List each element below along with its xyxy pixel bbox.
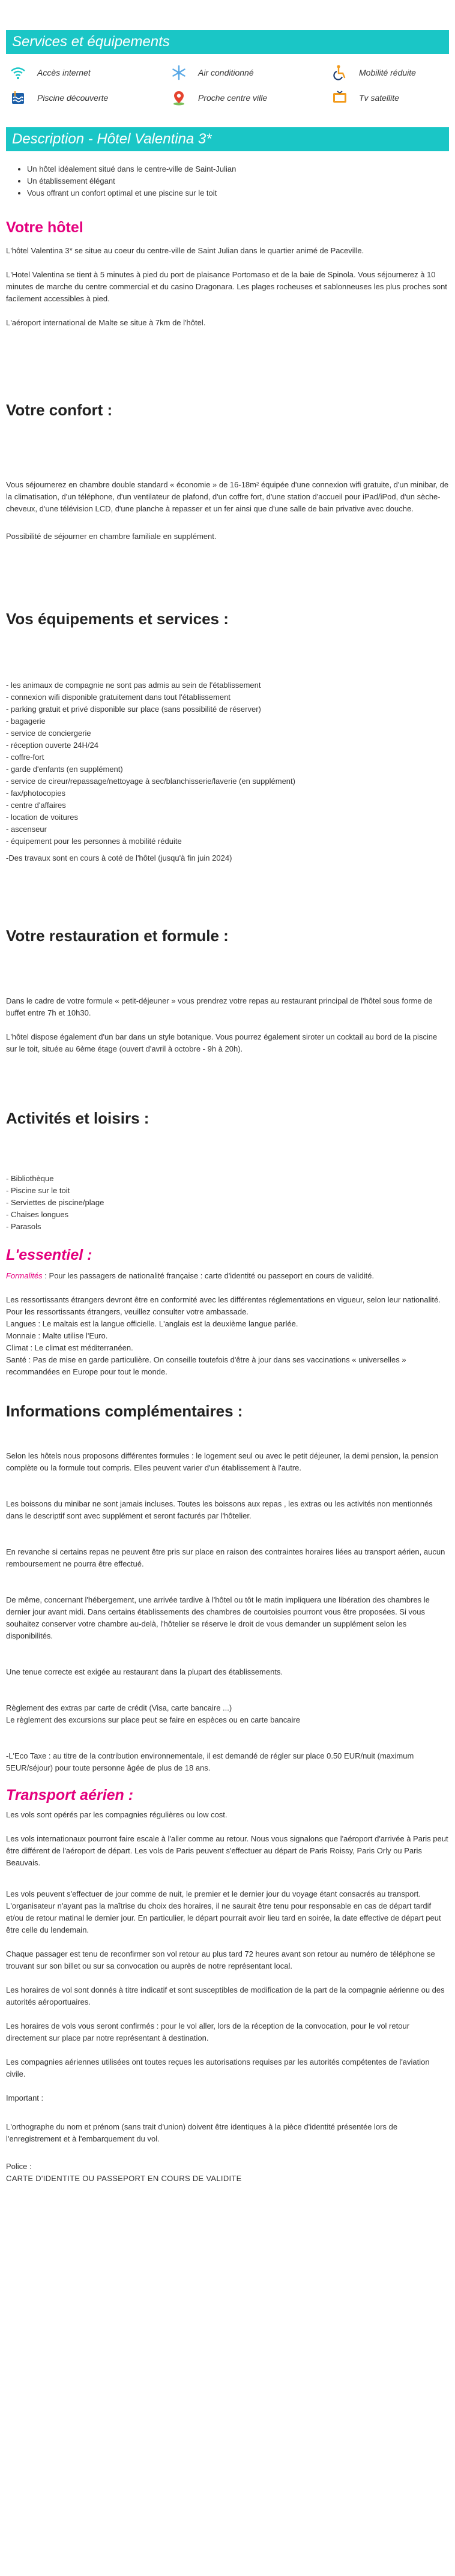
equipements-list <box>6 679 449 847</box>
list-item: - ascenseur <box>6 825 47 834</box>
list-item: - location de voitures <box>6 813 78 822</box>
amenity-city <box>170 89 331 107</box>
list-item: - équipement pour les personnes à mobilité réduite <box>6 837 182 846</box>
confort-heading: Votre confort : <box>6 401 113 419</box>
list-item: • Vous offrant un confort optimal et une piscine sur le toit <box>27 187 449 199</box>
transport-paragraph: Les vols peuvent s'effectuer de jour comme de nuit, le premier et le dernier jour du voyage étant consacrés au transport. L'organisateur n'ayant pas la maîtrise du choix des horaires, il ne saurait être tenu pour responsable en cas de départ tardif et/ou de retour matinal le dernier jour. En particulier, le départ pourrait avoir lieu tard en soirée, la date effective de départ peut être celle du lendemain. <box>6 1889 441 1934</box>
essentiel-paragraph: Santé : Pas de mise en garde particulière. On conseille toutefois d'être à jour dans ses vaccinations « universelles » recommandées en Europe pour tout le monde. <box>6 1355 406 1376</box>
formalites-label: Formalités <box>6 1271 43 1280</box>
list-item: - service de cireur/repassage/nettoyage à sec/blanchisserie/laverie (en supplément) <box>6 777 295 786</box>
infos-paragraph: Les boissons du minibar ne sont jamais incluses. Toutes les boissons aux repas , les extras ou les activités non mentionnés dans le descriptif sont avec supplément et seront facturés par l'hôtelier. <box>6 1499 433 1520</box>
list-item: - Serviettes de piscine/plage <box>6 1198 104 1207</box>
infos-paragraph: De même, concernant l'hébergement, une arrivée tardive à l'hôtel ou tôt le matin impliquera une libération des chambres le dernier jour avant midi. Dans certains établissements des chambres de courtoisies pourront vous être proposées. Si vous souhaitez conserver votre chambre au-delà, l'hôtelier se réserve le droit de vous demander un supplément selon les disponibilités. <box>6 1595 430 1640</box>
list-item: - les animaux de compagnie ne sont pas admis au sein de l'établissement <box>6 681 261 690</box>
activites-list <box>6 1173 449 1233</box>
services-title-bar: Services et équipements <box>6 30 449 54</box>
hotel-paragraph: L'aéroport international de Malte se situe à 7km de l'hôtel. <box>6 318 206 327</box>
wheelchair-icon <box>331 64 348 81</box>
transport-paragraph: Les horaires de vol sont donnés à titre indicatif et sont susceptibles de modification de la part de la compagnie aérienne ou des autorités aéroportuaires. <box>6 1985 445 2006</box>
amenity-mobility <box>331 64 453 82</box>
equipements-note: -Des travaux sont en cours à coté de l'hôtel (jusqu'à fin juin 2024) <box>6 853 232 862</box>
hotel-heading: Votre hôtel <box>6 219 83 236</box>
list-item: - Bibliothèque <box>6 1174 54 1183</box>
essentiel-heading: L'essentiel : <box>6 1247 92 1263</box>
list-item: • Un établissement élégant <box>27 175 449 187</box>
essentiel-paragraph: Monnaie : Malte utilise l'Euro. <box>6 1331 108 1340</box>
list-item: - Chaises longues <box>6 1210 69 1219</box>
confort-paragraph: Vous séjournerez en chambre double standard « économie » de 16-18m² équipée d'une connexion wifi gratuite, d'un minibar, de la climatisation, d'un téléphone, d'un ventilateur de plafond, d'un coffre fort, d'une station d'accueil pour iPad/iPod, d'un sèche-cheveux, d'une télévision LCD, d'une planche à repasser et un fer ainsi que d'une salle de bain privative avec douche. <box>6 480 449 513</box>
amenity-label: Proche centre ville <box>198 93 268 103</box>
tv-icon <box>331 89 348 106</box>
infos-paragraph: Le règlement des excursions sur place peut se faire en espèces ou en carte bancaire <box>6 1715 300 1724</box>
amenity-ac <box>170 64 331 82</box>
list-item: - garde d'enfants (en supplément) <box>6 765 123 774</box>
activites-heading: Activités et loisirs : <box>6 1109 149 1127</box>
location-pin-icon <box>170 89 187 106</box>
essentiel-paragraph: Les ressortissants étrangers devront être en conformité avec les différentes réglementations en vigueur, selon leur nationalité. <box>6 1295 441 1304</box>
infos-paragraph: En revanche si certains repas ne peuvent être pris sur place en raison des contraintes horaires liées au transport aérien, aucun remboursement ne pourra être effectué. <box>6 1547 445 1568</box>
infos-heading: Informations complémentaires : <box>6 1402 243 1420</box>
amenity-tv <box>331 89 453 107</box>
list-item: - Parasols <box>6 1222 41 1231</box>
description-bullets <box>27 163 449 199</box>
infos-paragraph: Selon les hôtels nous proposons différentes formules : le logement seul ou avec le petit déjeuner, la demi pension, la pension complète ou la formule tout compris. Elles peuvent varier d'un établissement à l'autre. <box>6 1451 439 1472</box>
restauration-paragraph: L'hôtel dispose également d'un bar dans un style botanique. Vous pourrez également siroter un cocktail au bord de la piscine sur le toit, située au 6ème étage (ouvert d'avril à octobre - 9h à 20h). <box>6 1032 438 1053</box>
transport-heading: Transport aérien : <box>6 1787 134 1804</box>
transport-paragraph: Chaque passager est tenu de reconfirmer son vol retour au plus tard 72 heures avant son retour au numéro de téléphone se trouvant sur son billet ou sur sa convocation ou auprès de notre représentant local. <box>6 1949 435 1970</box>
transport-paragraph: Police : <box>6 2162 32 2171</box>
transport-paragraph: Les horaires de vols vous seront confirmés : pour le vol aller, lors de la réception de la convocation, pour le vol retour directement sur place par notre représentant à destination. <box>6 2021 410 2042</box>
equipements-heading: Vos équipements et services : <box>6 610 229 628</box>
amenity-label: Accès internet <box>37 68 91 77</box>
amenity-pool <box>10 89 170 107</box>
hotel-paragraph: L'hôtel Valentina 3* se situe au coeur du centre-ville de Saint Julian dans le quartier animé de Paceville. <box>6 246 364 255</box>
transport-paragraph: Important : <box>6 2093 44 2102</box>
amenity-label: Tv satellite <box>359 93 399 103</box>
restauration-paragraph: Dans le cadre de votre formule « petit-déjeuner » vous prendrez votre repas au restaurant principal de l'hôtel sous forme de buffet entre 7h et 10h30. <box>6 996 433 1017</box>
wifi-icon <box>10 64 26 81</box>
formalites-text: : Pour les passagers de nationalité française : carte d'identité ou passeport en cours de validité. <box>42 1271 375 1280</box>
amenities-grid <box>6 54 449 116</box>
list-item: - fax/photocopies <box>6 789 66 798</box>
snowflake-icon <box>170 64 187 81</box>
list-item: • Un hôtel idéalement situé dans le centre-ville de Saint-Julian <box>27 163 449 175</box>
essentiel-paragraph: Pour les ressortissants étrangers, veuillez consulter votre ambassade. <box>6 1307 249 1316</box>
transport-paragraph: L'orthographe du nom et prénom (sans trait d'union) doivent être identiques à la pièce d'identité présentée lors de l'enregistrement et à l'embarquement du vol. <box>6 2122 398 2143</box>
confort-paragraph: Possibilité de séjourner en chambre familiale en supplément. <box>6 532 217 541</box>
essentiel-paragraph: Langues : Le maltais est la langue officielle. L'anglais est la deuxième langue parlée. <box>6 1319 298 1328</box>
transport-paragraph: CARTE D'IDENTITE OU PASSEPORT EN COURS DE VALIDITE <box>6 2174 242 2183</box>
list-item: - connexion wifi disponible gratuitement dans tout l'établissement <box>6 693 231 702</box>
amenity-label: Mobilité réduite <box>359 68 416 77</box>
list-item: - parking gratuit et privé disponible sur place (sans possibilité de réserver) <box>6 705 261 714</box>
amenity-internet <box>10 64 170 82</box>
description-title-bar: Description - Hôtel Valentina 3* <box>6 127 449 151</box>
list-item: - centre d'affaires <box>6 801 66 810</box>
hotel-paragraph: L'Hotel Valentina se tient à 5 minutes à pied du port de plaisance Portomaso et de la baie de Spinola. Vous séjournerez à 10 minutes de marche du centre commercial et du casino Dragonara. Les plages rocheuses et sablonneuses les plus proches sont facilement accessibles à pied. <box>6 270 447 303</box>
transport-paragraph: Les vols internationaux pourront faire escale à l'aller comme au retour. Nous vous signalons que l'aéroport d'arrivée à Paris peut être différent de l'aéroport de départ. Les vols de Paris peuvent s'effectuer au départ de Paris Roissy, Paris Orly ou Paris Beauvais. <box>6 1834 448 1867</box>
infos-paragraph: Une tenue correcte est exigée au restaurant dans la plupart des établissements. <box>6 1667 283 1676</box>
transport-paragraph: Les compagnies aériennes utilisées ont toutes reçues les autorisations requises par les autorités compétentes de l'aviation civile. <box>6 2057 430 2078</box>
restauration-heading: Votre restauration et formule : <box>6 927 229 945</box>
transport-paragraph: Les vols sont opérés par les compagnies régulières ou low cost. <box>6 1810 228 1819</box>
essentiel-paragraph: Climat : Le climat est méditerranéen. <box>6 1343 133 1352</box>
list-item: - bagagerie <box>6 717 46 726</box>
amenity-label: Piscine découverte <box>37 93 109 103</box>
list-item: - Piscine sur le toit <box>6 1186 70 1195</box>
pool-icon <box>10 89 26 106</box>
infos-paragraph: -L'Eco Taxe : au titre de la contribution environnementale, il est demandé de régler sur place 0.50 EUR/nuit (maximum 5EUR/séjour) pour toute personne âgée de plus de 18 ans. <box>6 1751 414 1772</box>
list-item: - réception ouverte 24H/24 <box>6 741 98 750</box>
amenity-label: Air conditionné <box>198 68 254 77</box>
infos-paragraph: Règlement des extras par carte de crédit (Visa, carte bancaire ...) <box>6 1703 232 1712</box>
list-item: - coffre-fort <box>6 753 44 762</box>
list-item: - service de conciergerie <box>6 729 91 738</box>
formalites-paragraph <box>6 1270 449 1282</box>
